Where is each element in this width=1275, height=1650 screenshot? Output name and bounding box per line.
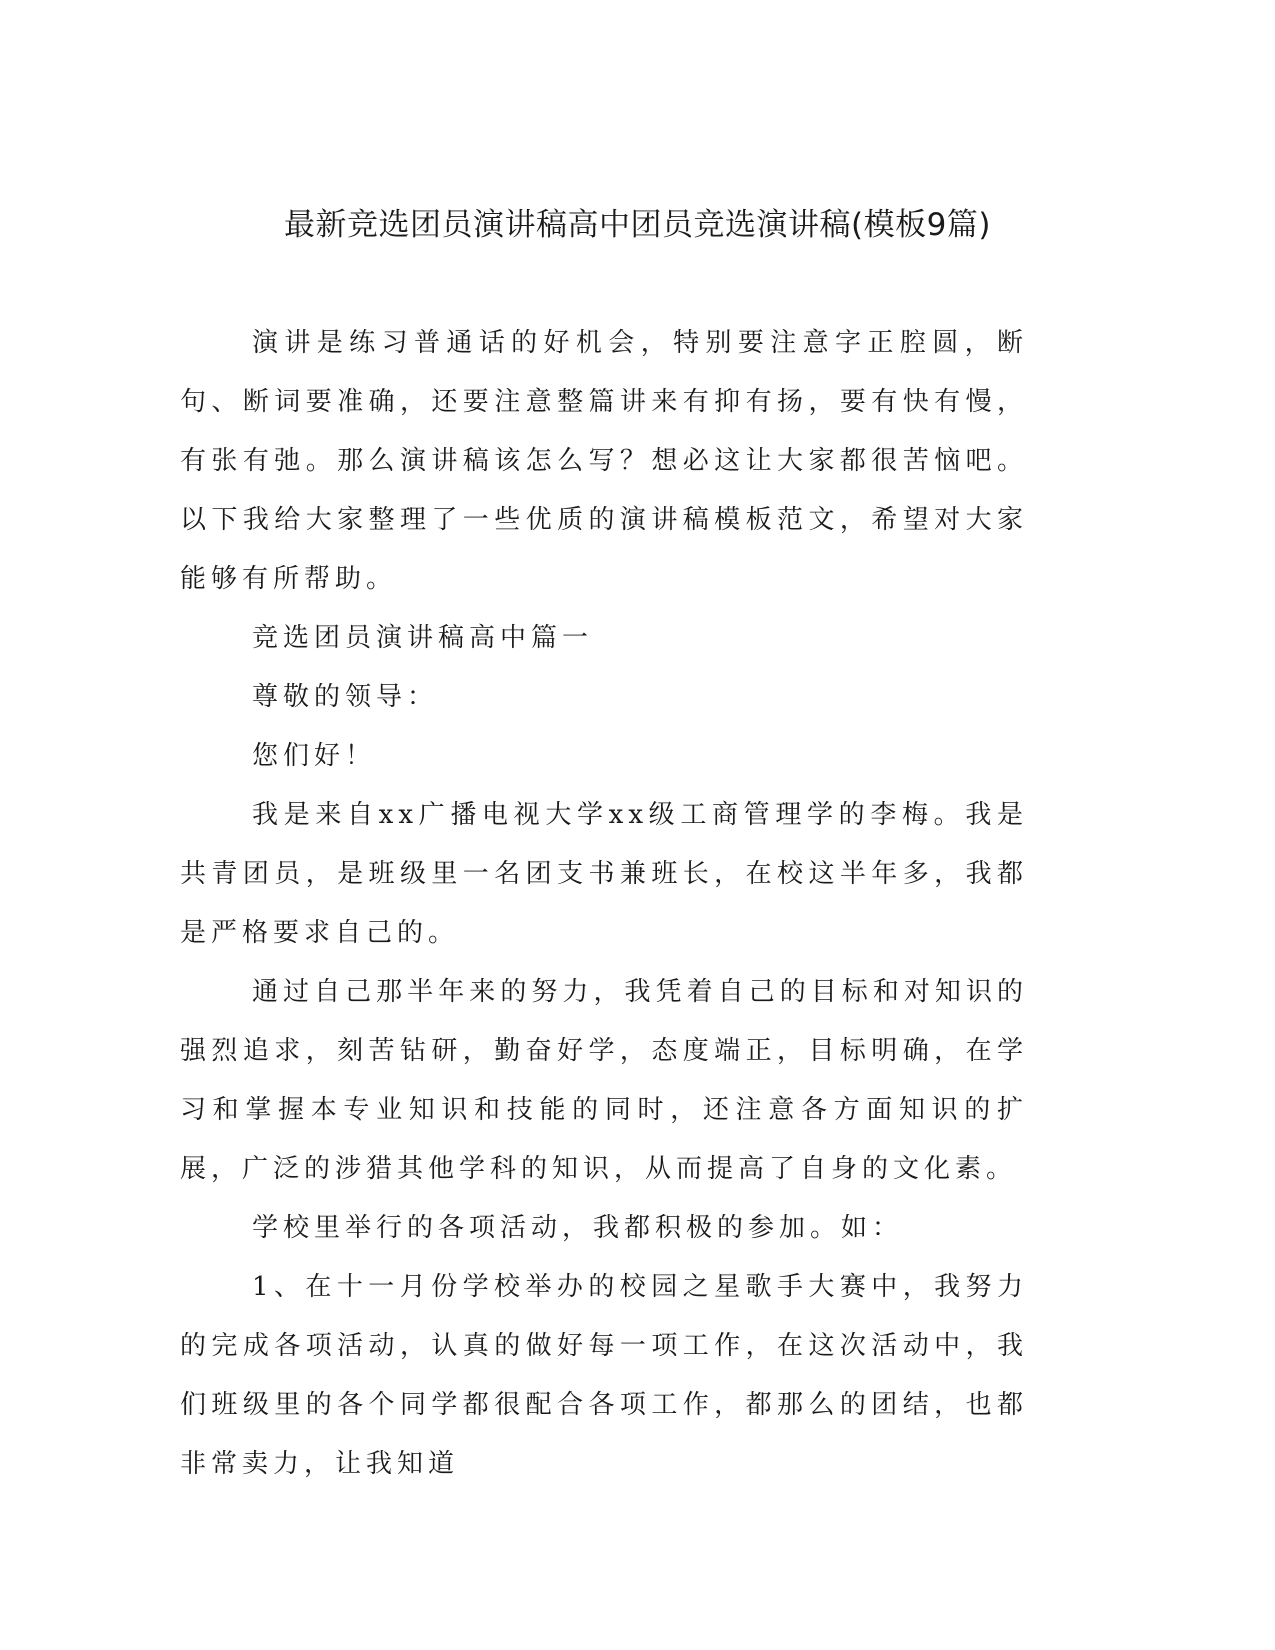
body-paragraph: 通过自己那半年来的努力，我凭着自己的目标和对知识的强烈追求，刻苦钻研，勤奋好学，态度端正，目标明确，在学习和掌握本专业知识和技能的同时，还注意各方面知识的扩展，广泛的涉猎其他学科的知识，从而提高了自身的文化素。 (180, 977, 1028, 1184)
list-item: 1、在十一月份学校举办的校园之星歌手大赛中，我努力的完成各项活动，认真的做好每一项工作，在这次活动中，我们班级里的各个同学都很配合各项工作，都那么的团结，也都非常卖力，让我知道 (180, 1272, 1028, 1479)
section-heading: 竞选团员演讲稿高中篇一 (252, 623, 594, 653)
greeting: 您们好！ (252, 741, 377, 771)
intro-paragraph: 演讲是练习普通话的好机会，特别要注意字正腔圆，断句、断词要准确，还要注意整篇讲来有抑有扬，要有快有慢，有张有弛。那么演讲稿该怎么写？想必这让大家都很苦恼吧。以下我给大家整理了一些优质的演讲稿模板范文，希望对大家能够有所帮助。 (180, 328, 1028, 594)
body-paragraph: 我是来自xx广播电视大学xx级工商管理学的李梅。我是共青团员，是班级里一名团支书兼班长，在校这半年多，我都是严格要求自己的。 (180, 800, 1028, 948)
document-title: 最新竞选团员演讲稿高中团员竞选演讲稿(模板9篇) (284, 207, 991, 243)
document-body (180, 314, 1028, 1494)
body-paragraph: 学校里举行的各项活动，我都积极的参加。如： (252, 1213, 904, 1243)
salutation: 尊敬的领导： (252, 682, 439, 712)
